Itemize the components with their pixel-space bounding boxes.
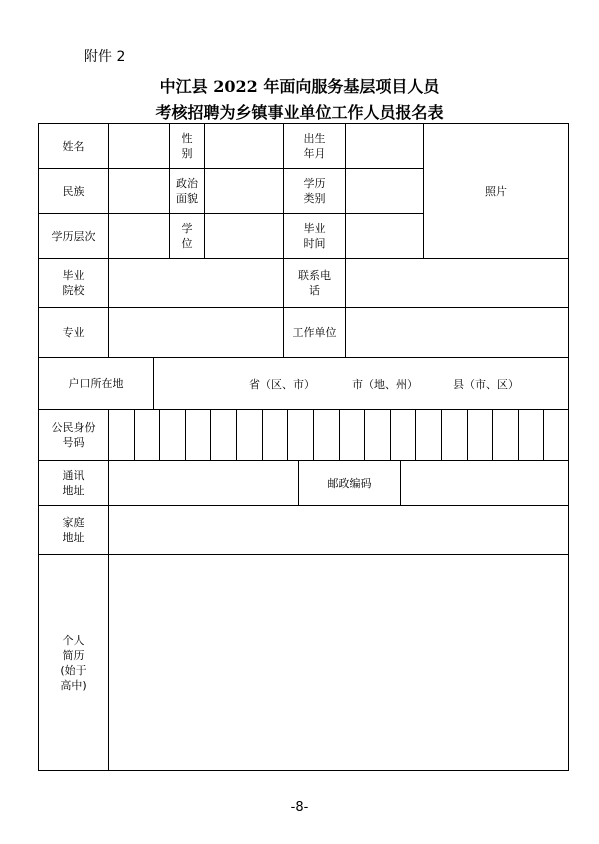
workplace-field[interactable] bbox=[345, 307, 569, 358]
resume-field[interactable] bbox=[108, 554, 569, 771]
page-number: -8- bbox=[290, 800, 309, 815]
id-digit-divider bbox=[313, 409, 314, 461]
birth-field[interactable] bbox=[345, 123, 424, 169]
id-digit-divider bbox=[159, 409, 160, 461]
id-digit-divider bbox=[185, 409, 186, 461]
degree-field[interactable] bbox=[204, 213, 284, 259]
id-digit-divider bbox=[518, 409, 519, 461]
political-status-field[interactable] bbox=[204, 168, 284, 214]
attachment-label: 附件 2 bbox=[84, 49, 126, 65]
birth-label: 出生 年月 bbox=[283, 123, 346, 169]
graduation-school-field[interactable] bbox=[108, 258, 284, 308]
id-digit-divider bbox=[543, 409, 544, 461]
phone-field[interactable] bbox=[345, 258, 569, 308]
form-title-line-1: 中江县 2022 年面向服务基层项目人员 bbox=[159, 77, 440, 96]
ethnicity-field[interactable] bbox=[108, 168, 170, 214]
graduation-school-label: 毕业 院校 bbox=[38, 258, 109, 308]
address-label: 通讯 地址 bbox=[38, 460, 109, 506]
id-digit-divider bbox=[134, 409, 135, 461]
phone-label: 联系电 话 bbox=[283, 258, 346, 308]
id-digit-divider bbox=[441, 409, 442, 461]
name-label: 姓名 bbox=[38, 123, 109, 169]
id-digit-divider bbox=[467, 409, 468, 461]
workplace-label: 工作单位 bbox=[283, 307, 346, 358]
degree-label: 学 位 bbox=[169, 213, 205, 259]
id-digit-divider bbox=[287, 409, 288, 461]
graduation-time-field[interactable] bbox=[345, 213, 424, 259]
hukou-city-suffix: 市（地、州） bbox=[352, 378, 418, 391]
postcode-field[interactable] bbox=[400, 460, 569, 506]
education-type-label: 学历 类别 bbox=[283, 168, 346, 214]
id-digit-divider bbox=[390, 409, 391, 461]
home-address-label: 家庭 地址 bbox=[38, 505, 109, 555]
form-title-line-2: 考核招聘为乡镇事业单位工作人员报名表 bbox=[155, 103, 444, 122]
id-number-label: 公民身份 号码 bbox=[38, 409, 109, 461]
resume-label: 个人 简历 (始于 高中) bbox=[38, 554, 109, 771]
political-status-label: 政治 面貌 bbox=[169, 168, 205, 214]
hukou-province-suffix: 省（区、市） bbox=[249, 378, 315, 391]
id-digit-divider bbox=[262, 409, 263, 461]
postcode-label: 邮政编码 bbox=[298, 460, 401, 506]
gender-field[interactable] bbox=[204, 123, 284, 169]
id-digit-divider bbox=[339, 409, 340, 461]
photo-box[interactable]: 照片 bbox=[423, 123, 569, 259]
education-level-label: 学历层次 bbox=[38, 213, 109, 259]
hukou-county-suffix: 县（市、区） bbox=[453, 378, 519, 391]
graduation-time-label: 毕业 时间 bbox=[283, 213, 346, 259]
name-field[interactable] bbox=[108, 123, 170, 169]
id-digit-divider bbox=[492, 409, 493, 461]
major-label: 专业 bbox=[38, 307, 109, 358]
id-digit-divider bbox=[236, 409, 237, 461]
gender-label: 性 别 bbox=[169, 123, 205, 169]
major-field[interactable] bbox=[108, 307, 284, 358]
ethnicity-label: 民族 bbox=[38, 168, 109, 214]
education-type-field[interactable] bbox=[345, 168, 424, 214]
home-address-field[interactable] bbox=[108, 505, 569, 555]
hukou-label: 户口所在地 bbox=[38, 357, 154, 410]
address-field[interactable] bbox=[108, 460, 299, 506]
id-digit-divider bbox=[415, 409, 416, 461]
id-digit-divider bbox=[210, 409, 211, 461]
education-level-field[interactable] bbox=[108, 213, 170, 259]
id-digit-divider bbox=[364, 409, 365, 461]
